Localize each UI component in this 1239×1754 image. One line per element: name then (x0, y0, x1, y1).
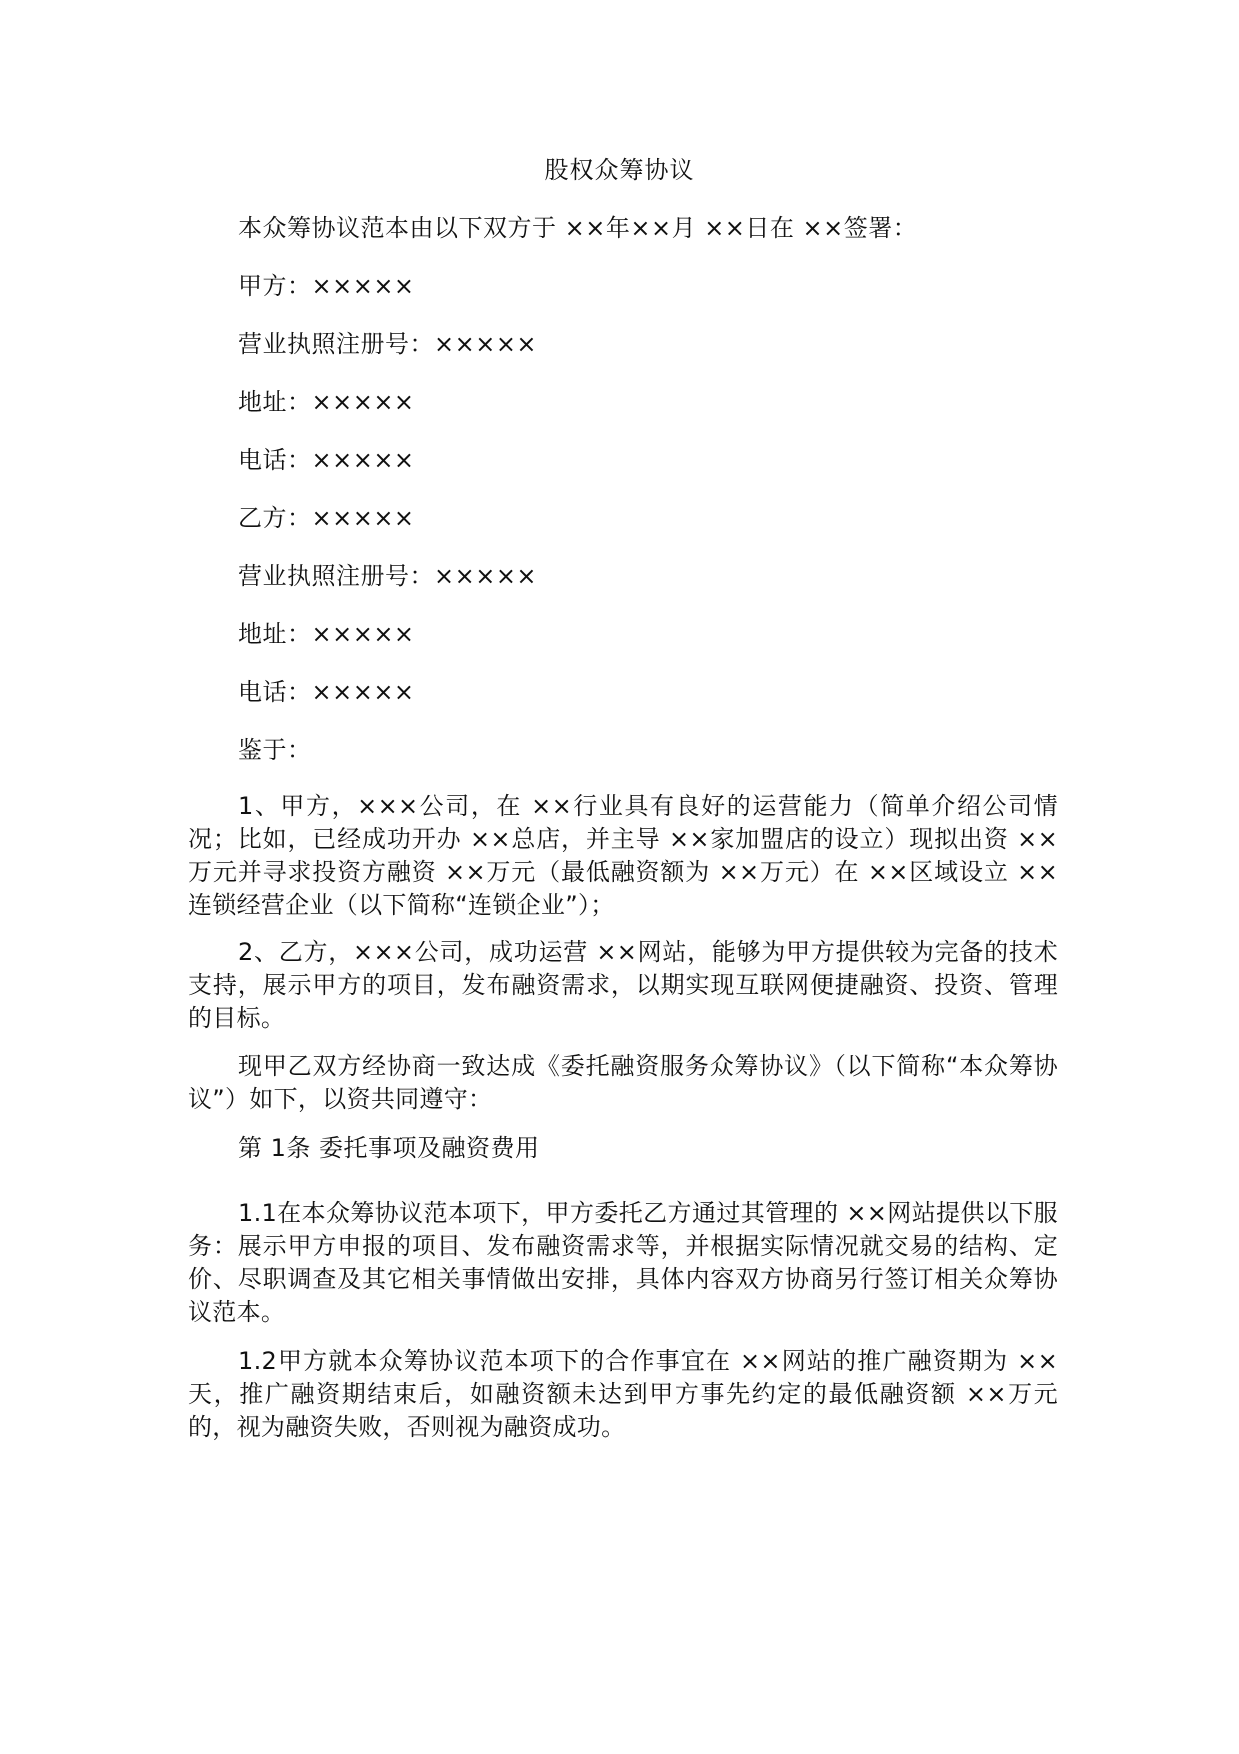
intro-line: 本众筹协议范本由以下双方于 ××年××月 ××日在 ××签署： (238, 214, 918, 242)
party-a-name: 甲方：××××× (238, 272, 415, 300)
party-b-name: 乙方：××××× (238, 504, 415, 532)
agreement-statement: 现甲乙双方经协商一致达成《委托融资服务众筹协议》（以下简称“本众筹协议”）如下，以资共同遵守： (188, 1052, 1058, 1113)
party-b-phone: 电话：××××× (238, 678, 415, 706)
whereas-heading: 鉴于： (238, 736, 312, 764)
party-b-address: 地址：××××× (238, 620, 415, 648)
party-a-license: 营业执照注册号：××××× (238, 330, 538, 358)
recital-1: 1、甲方，×××公司，在 ××行业具有良好的运营能力（简单介绍公司情况；比如，已经成功开办 ××总店，并主导 ××家加盟店的设立）现拟出资 ××万元并寻求投资方融资 ××万元（最低融资额为 ××万元）在 ××区域设立 ××连锁经营企业（以下简称“连锁企业”）； (188, 792, 1058, 919)
party-b-license: 营业执照注册号：××××× (238, 562, 538, 590)
clause-1-2: 1.2甲方就本众筹协议范本项下的合作事宜在 ××网站的推广融资期为 ××天，推广融资期结束后，如融资额未达到甲方事先约定的最低融资额 ××万元的，视为融资失败，否则视为融资成功。 (188, 1347, 1058, 1441)
article-1-heading: 第 1条 委托事项及融资费用 (238, 1134, 540, 1162)
clause-1-1: 1.1在本众筹协议范本项下，甲方委托乙方通过其管理的 ××网站提供以下服务：展示甲方申报的项目、发布融资需求等，并根据实际情况就交易的结构、定价、尽职调查及其它相关事情做出安排，具体内容双方协商另行签订相关众筹协议范本。 (188, 1199, 1058, 1326)
party-a-phone: 电话：××××× (238, 446, 415, 474)
party-a-address: 地址：××××× (238, 388, 415, 416)
document-title: 股权众筹协议 (544, 156, 695, 184)
recital-2: 2、乙方，×××公司，成功运营 ××网站，能够为甲方提供较为完备的技术支持，展示甲方的项目，发布融资需求，以期实现互联网便捷融资、投资、管理的目标。 (188, 938, 1058, 1032)
